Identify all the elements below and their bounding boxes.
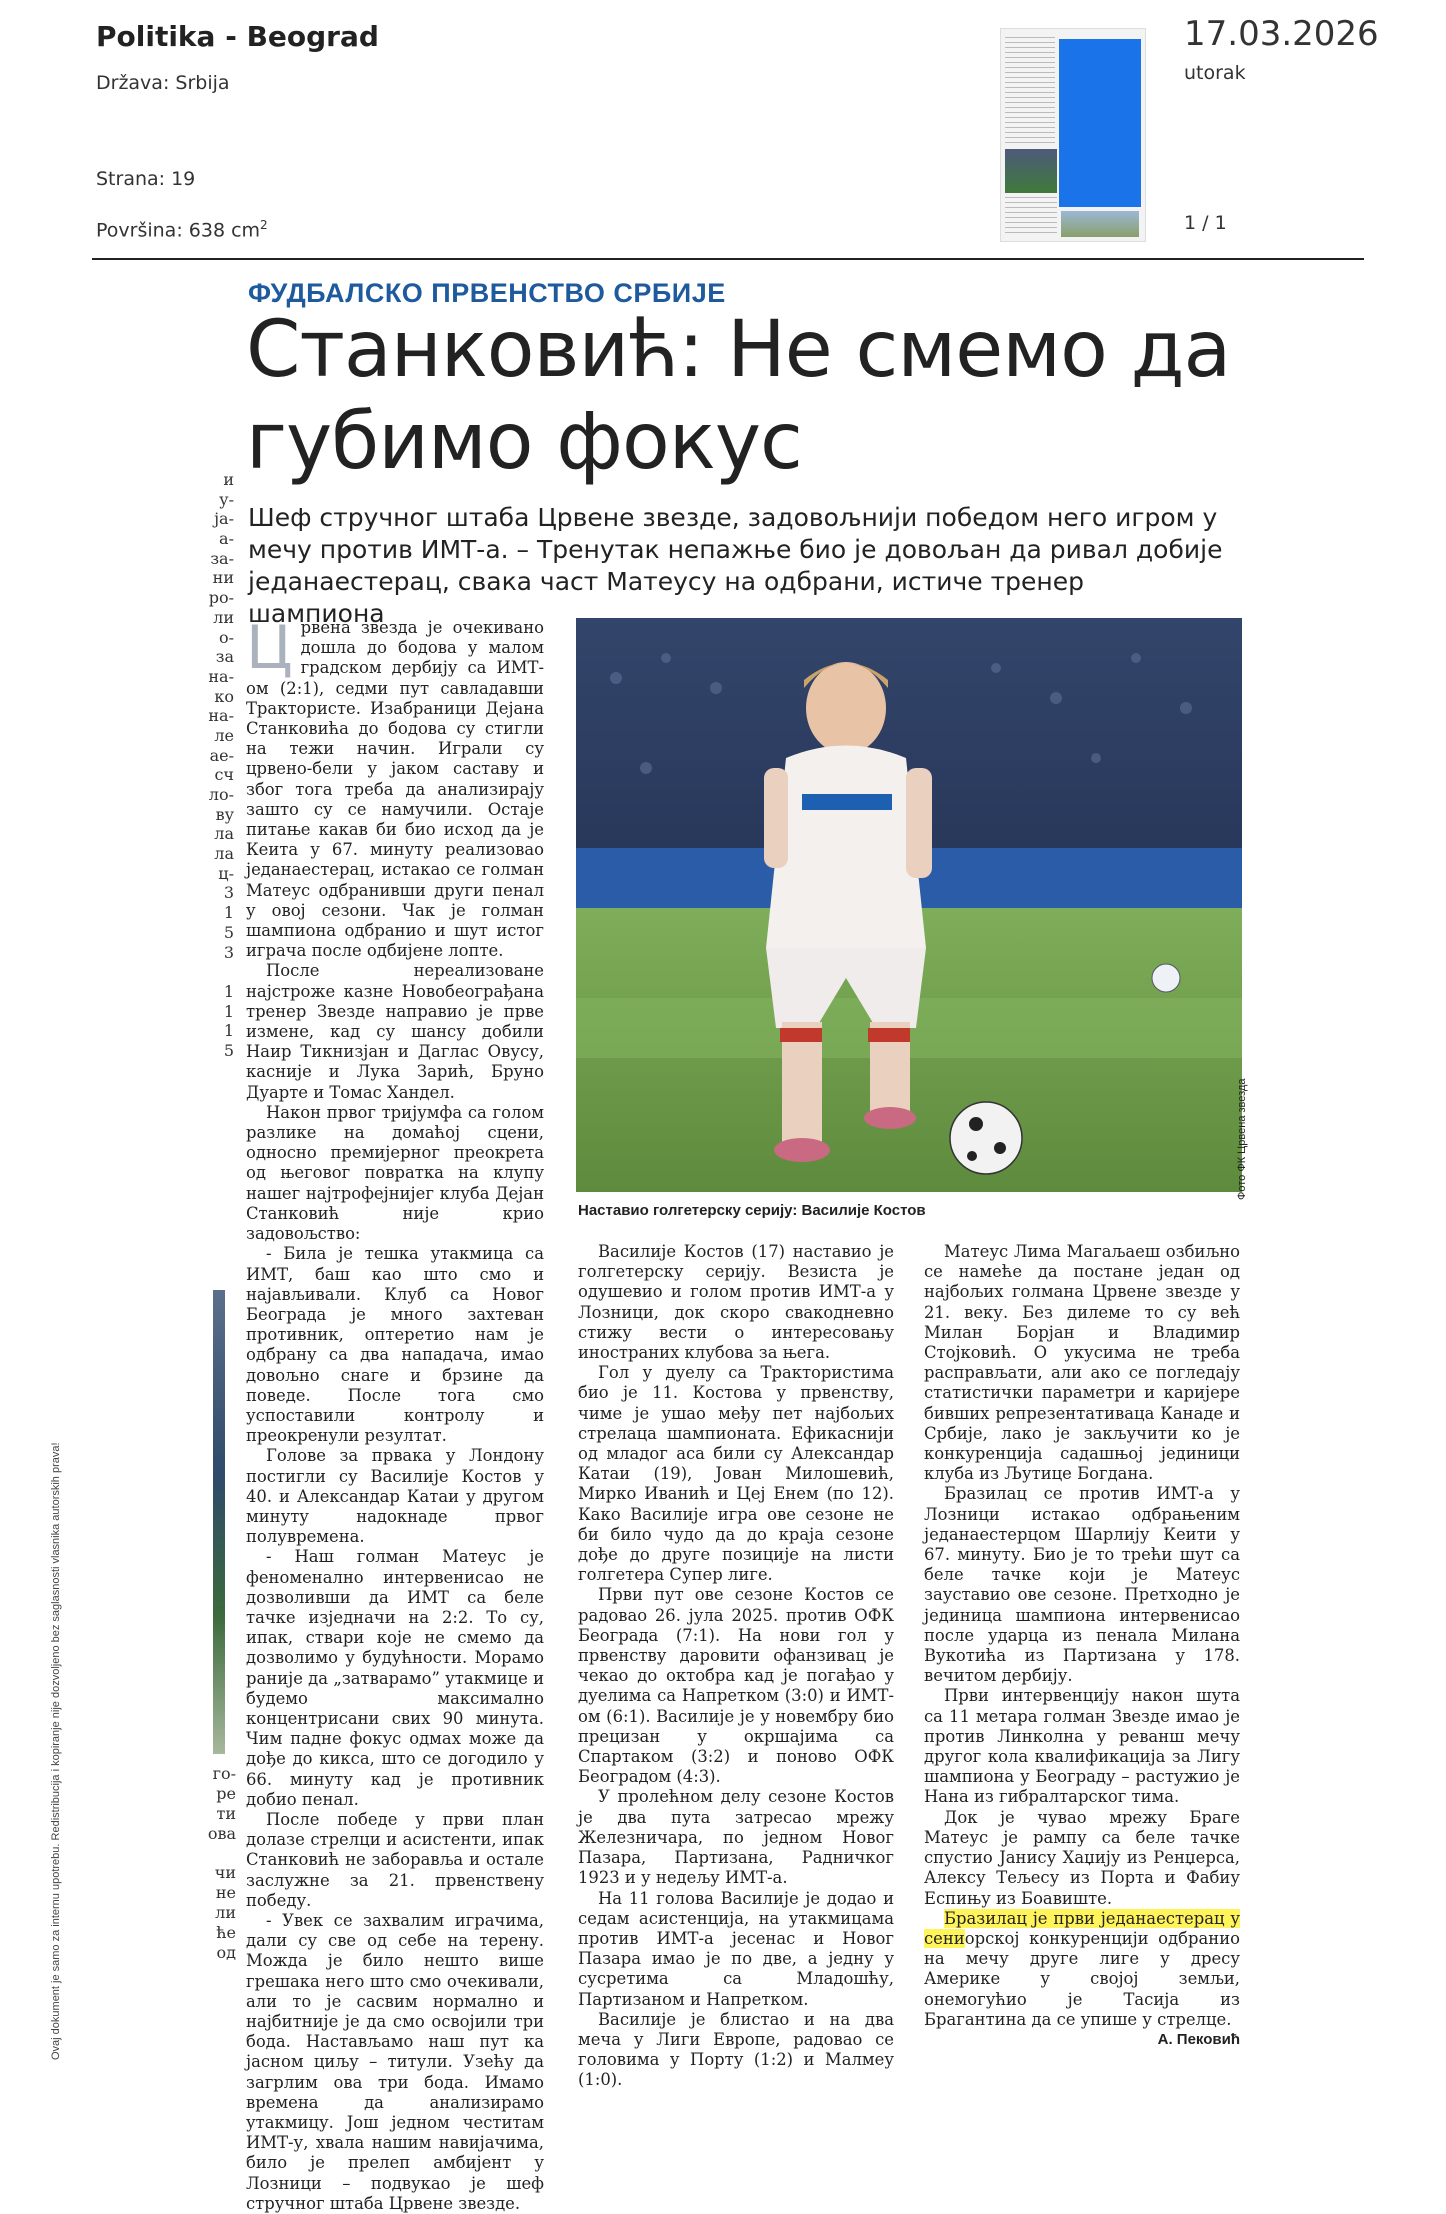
- paragraph: рвена звезда је очекивано дошла до бодова у малом градском дербију са ИМТ-ом (2:1), седми пут савладавши Трактористе. Изабраници Дејана Станковића до бодова су стигли на тежи начин. Играли су црвено-бели у јаком саставу и због тога треба да анализирају зашто су се намучили. Остаје питање какав би био исход да је Кеита у 67. минуту реализовао једанаестерац, истакао се голман Матеус одбранивши други пенал у овој сезони. Чак је голман шампиона одбранио и шут истог играча после одбијене лопте.: [246, 618, 544, 961]
- fragment-line: [206, 1844, 236, 1864]
- page-number-label: Strana: 19: [96, 168, 196, 190]
- fragment-line: 3: [223, 883, 234, 903]
- adjacent-article-fragment-bottom: [206, 1764, 236, 1963]
- fragment-line: од: [216, 1943, 236, 1963]
- fragment-line: 5: [223, 1040, 234, 1060]
- football: [950, 1102, 1022, 1174]
- paragraph: Василије Костов (17) наставио је голгетерску серију. Везиста је одушевио и голом против ИМТ-а у Лозници, док скоро свакодневно стижу вести о интересовању иностраних клубова за њега.: [578, 1242, 894, 1363]
- fragment-line: ова: [207, 1823, 236, 1843]
- copyright-notice: Ovaj dokument je samo za internu upotrebu. Redistribucija i kopiranje nije dozvoljeno bez saglasnosti vlasnika autorskih prava!: [50, 1442, 62, 2060]
- issue-date: 17.03.2026: [1184, 14, 1379, 54]
- fragment-line: ву: [215, 804, 234, 824]
- fragment-line: 5: [223, 922, 234, 942]
- fragment-line: ја-: [214, 509, 234, 529]
- fragment-line: ла: [214, 844, 234, 864]
- adjacent-article-fragment: [206, 470, 234, 1061]
- paragraph: Први пут ове сезоне Костов се радовао 26. јула 2025. против ОФК Београда (7:1). На нови гол у првенству даровити офанзивац је чекао до октобра кад је погађао у дуелима са Напретком (3:0) и ИМТ-ом (6:1). Василије је у новембру био прецизан у окршајима са Спартаком (3:2) и поново ОФК Београдом (4:3).: [578, 1585, 894, 1787]
- paragraph: Бразилац је први једанаестерац у сениорској конкуренцији одбранио на мечу друге лиге у дресу Америке у својој земљи, онемогућио је Тасија из Брагантина да се упише у стрелце.: [924, 1908, 1240, 2029]
- drop-cap: Ц: [246, 613, 293, 683]
- photo-credit: Фото ФК Црвена звезда: [1236, 1078, 1248, 1200]
- page-count: 1 / 1: [1184, 212, 1227, 234]
- paragraph: - Наш голман Матеус је феноменално интервенисао не дозволивши да ИМТ са беле тачке изједначи на 2:2. То су, ипак, ствари које не смемо да дозволимо у будућности. Морамо раније да „затварамо” утакмице и будемо максимално концентрисани свих 90 минута. Чим падне фокус одмах може да дође до кикса, што се догодило у 66. минуту кад је противник добио пенал.: [246, 1547, 544, 1809]
- fragment-line: ре: [216, 1783, 236, 1803]
- fragment-line: о-: [218, 627, 234, 647]
- issue-weekday: utorak: [1184, 62, 1246, 84]
- country-label: Država: Srbija: [96, 72, 230, 94]
- article-byline: А. Пековић: [1157, 2030, 1240, 2048]
- fragment-line: 3: [223, 942, 234, 962]
- fragment-line: ро-: [208, 588, 234, 608]
- fragment-line: ће: [216, 1923, 236, 1943]
- paragraph: Матеус Лима Магаљаеш озбиљно се намеће да постане један од најбољих голмана Црвене звезде у 21. веку. Без дилеме то су већ Милан Борјан и Владимир Стојковић. О укусима не треба расправљати, али ако се погледају статистички параметри и каријере бивших репрезентативаца Канаде и Србије, лако је закључити ко је конкуренција садашњој јединици клуба из Љутице Богдана.: [924, 1242, 1240, 1484]
- area-label: Površina: 638 $cm^2$: [96, 218, 268, 242]
- fragment-line: ла: [214, 824, 234, 844]
- article-headline: Станковић: Не смемо да губимо фокус: [246, 305, 1231, 487]
- fragment-line: а-: [219, 529, 234, 549]
- fragment-line: чи: [214, 1863, 236, 1883]
- paragraph: Први интервенцију након шута са 11 метара голман Звезде имао је против Линколна у реванш мечу другог кола квалификација за Лигу шампиона у Београду – растужио је Нана из гибралтарског тима.: [924, 1686, 1240, 1807]
- fragment-line: сч: [214, 765, 234, 785]
- fragment-line: на-: [208, 706, 234, 726]
- article-kicker: ФУДБАЛСКО ПРВЕНСТВО СРБИЈЕ: [248, 278, 726, 308]
- publication-title: Politika - Beograd: [96, 20, 379, 53]
- fragment-line: го-: [212, 1764, 236, 1783]
- paragraph: Гол у дуелу са Трактористима био је 11. Костова у првенству, чиме је ушао међу пет најбољих стрелаца шампионата. Ефикаснији од младог аса били су Александар Катаи (19), Јован Милошевић, Мирко Иванић и Цеј Енем (по 12). Како Василије игра ове сезоне не би било чудо да до краја сезоне дође до друге позиције на листи голгетера Супер лиге.: [578, 1363, 894, 1585]
- fragment-line: не: [215, 1883, 236, 1903]
- fragment-line: ко: [214, 686, 234, 706]
- article-column-1: [246, 613, 544, 2214]
- clipping-header: [0, 0, 1446, 262]
- paragraph: Василије је блистао и на два меча у Лиги Европе, радовао се головима у Порту (1:2) и Малмеу (1:0).: [578, 2009, 894, 2090]
- paragraph: Након првог тријумфа са голом разлике на домаћој сцени, односно премијерног преокрета од његовог повратка на клупу нашег најтрофејнијег клуба Дејан Станковић није крио задовољство:: [246, 1102, 544, 1244]
- fragment-line: ц-: [218, 863, 234, 883]
- fragment-line: 1: [223, 1021, 234, 1041]
- fragment-line: ли: [215, 1903, 236, 1923]
- fragment-line: ле: [214, 725, 234, 745]
- fragment-line: ни: [212, 568, 234, 588]
- page-thumbnail[interactable]: [1000, 28, 1146, 242]
- fragment-line: 1: [223, 903, 234, 923]
- paragraph: - Увек се захвалим играчима, дали су све од себе на терену. Можда је било нешто више грешака него што смо очекивали, али то је сасвим нормално и најбитније је да смо освојили три бода. Настављамо наш пут ка јасном циљу – титули. Узећу да загрлим ова три бода. Имамо времена да анализирамо утакмицу. Још једном честитам ИМТ-у, хвала нашим навијачима, било је прелеп амбијент у Лозници – подвукао је шеф стручног штаба Црвене звезде.: [246, 1911, 544, 2213]
- fragment-line: на-: [208, 666, 234, 686]
- fragment-line: за-: [210, 548, 234, 568]
- paragraph: После нереализоване најстроже казне Новобеограђана тренер Звезде направио је прве измене, кад су шансу добили Наир Тикнизјан и Даглас Овусу, касније и Лука Зарић, Бруно Дуарте и Томас Хандел.: [246, 961, 544, 1102]
- paragraph: У пролећном делу сезоне Костов је два пута затресао мрежу Железничара, по једном Новог Пазара, Партизана, Радничког 1923 и у недељу ИМТ-а.: [578, 1787, 894, 1888]
- fragment-line: ае-: [209, 745, 234, 765]
- fragment-line: ли: [213, 607, 234, 627]
- fragment-line: и: [223, 470, 234, 489]
- paragraph: На 11 голова Василије је додао и седам асистенција, на утакмицама против ИМТ-а јесенас и Новог Пазара имао је по две, а једну у сусретима са Младошћу, Партизаном и Напретком.: [578, 1888, 894, 2009]
- paragraph: После победе у први план долазе стрелци и асистенти, ипак Станковић не заборавља и остале заслужне за 21. првенствену победу.: [246, 1809, 544, 1910]
- header-divider: [92, 258, 1364, 260]
- fragment-line: 1: [223, 1001, 234, 1021]
- fragment-line: 1: [223, 981, 234, 1001]
- article-column-2: [578, 1242, 894, 2091]
- paragraph: Док је чувао мрежу Браге Матеус је рампу са беле тачке спустио Јанису Хаџију из Ренџерса, Алексу Тељесу из Порта и Фабиу Еспињу из Боавиште.: [924, 1807, 1240, 1908]
- paragraph: Голове за првака у Лондону постигли су Василије Костов у 40. и Александар Катаи у другом минуту надокнаде првог полувремена.: [246, 1446, 544, 1547]
- photo-caption: Наставио голгетерску серију: Василије Костов: [578, 1202, 926, 1219]
- fragment-line: за: [215, 647, 234, 667]
- paragraph: - Била је тешка утакмица са ИМТ, баш као што смо и најављивали. Клуб са Новог Београда је много захтеван противник, оптеретио нам је одбрану са два нападача, имао довољно снаге и брзине да поведе. После тога смо успоставили контролу и преокренули резултат.: [246, 1244, 544, 1446]
- fragment-line: ти: [216, 1803, 236, 1823]
- article-lead: Шеф стручног штаба Црвене звезде, задовољнији победом него игром у мечу против ИМТ-а. – Тренутак непажње био је довољан да ривал добије једанаестерац, свака част Матеусу на одбрани, истиче тренер шампиона: [248, 503, 1223, 628]
- adjacent-photo-fragment: [213, 1290, 225, 1754]
- article-column-3: [924, 1242, 1240, 2050]
- fragment-line: у-: [219, 489, 234, 509]
- article-photo: [576, 618, 1242, 1192]
- fragment-line: ло-: [208, 785, 234, 804]
- fragment-line: [206, 962, 234, 982]
- paragraph: Бразилац се против ИМТ-а у Лозници истакао одбрањеним једанаестерцом Шарлију Кеити у 67. минуту. Био је то трећи шут са беле тачке који је Матеус зауставио ове сезоне. Претходно је јединица шампиона интервенисао после ударца из пенала Милана Вукотића из Партизана у 178. вечитом дербију.: [924, 1484, 1240, 1686]
- highlighted-text: Бразилац је први једанаестерац у сени: [924, 1908, 1240, 1948]
